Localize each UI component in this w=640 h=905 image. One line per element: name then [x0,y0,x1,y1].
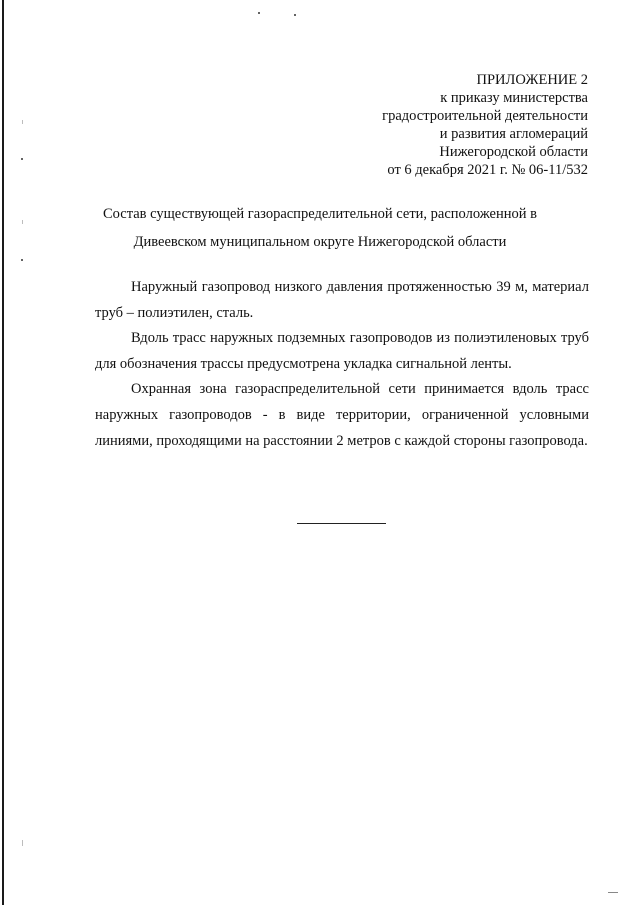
scan-mark [22,220,23,224]
appendix-header [382,71,588,179]
paragraph-signal-tape: Вдоль трасс наружных подземных газопроводов из полиэтиленовых труб для обозначения трассы предусмотрена укладка сигнальной ленты. [95,330,589,372]
scan-speck [21,259,23,261]
appendix-number: ПРИЛОЖЕНИЕ 2 [476,72,588,88]
ministry-name-line2: и развития агломераций [439,126,588,142]
scan-speck [258,12,260,14]
scan-corner-mark [608,892,618,893]
title-line-2: Дивеевском муниципальном округе Нижегородской области [133,234,507,250]
scan-mark [22,840,23,846]
region-name: Нижегородской области [439,144,588,160]
paragraph-protection-zone: Охранная зона газораспределительной сети принимается вдоль трасс наружных газопроводов - в виде территории, ограниченной условными линиями, проходящими на расстоянии 2 метров с каждой стороны газопровода. [95,381,589,449]
title-line-1: Состав существующей газораспределительной сети, расположенной в [103,206,537,222]
scan-speck [21,158,23,160]
scan-left-edge [2,0,4,905]
order-date-number: от 6 декабря 2021 г. № 06-11/532 [387,162,588,178]
order-reference: к приказу министерства [440,90,588,106]
paragraph-pipeline: Наружный газопровод низкого давления протяженностью 39 м, материал труб – полиэтилен, сталь. [95,279,589,321]
document-body [95,275,589,454]
document-title [90,200,550,256]
scan-mark [22,120,23,124]
ministry-name-line1: градостроительной деятельности [382,108,588,124]
end-separator-line [297,523,386,524]
scan-speck [294,14,296,16]
